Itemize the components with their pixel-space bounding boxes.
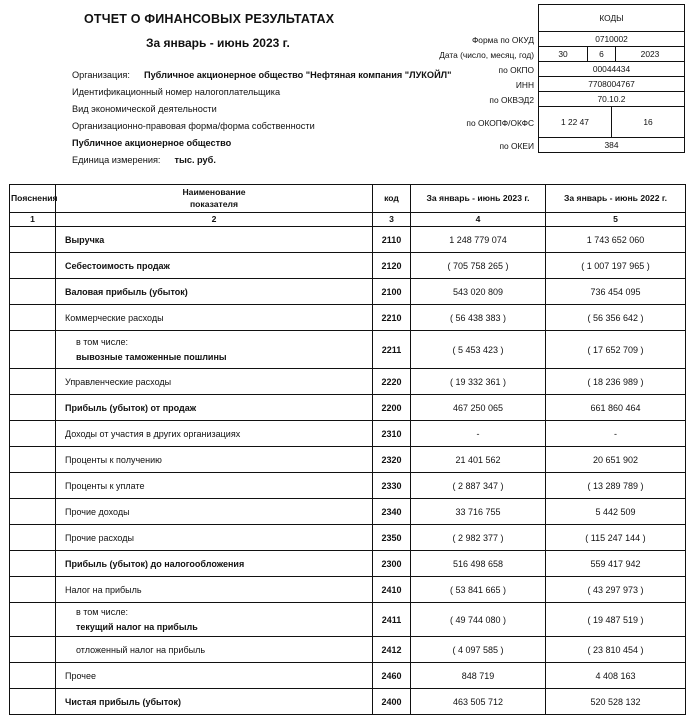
cell-code: 2330 — [373, 473, 411, 499]
table-row — [10, 447, 686, 473]
cell-indicator-name: Налог на прибыль — [56, 577, 373, 603]
cell-explanations — [10, 227, 56, 253]
cell-indicator-name: Управленческие расходы — [56, 369, 373, 395]
cell-code: 2410 — [373, 577, 411, 603]
cell-explanations — [10, 473, 56, 499]
codes-value-okpo: 00044434 — [592, 64, 631, 74]
cell-code: 2412 — [373, 637, 411, 663]
cell-value-previous: ( 19 487 519 ) — [546, 603, 686, 637]
cell-explanations — [10, 447, 56, 473]
cell-code: 2340 — [373, 499, 411, 525]
codes-value-inn: 7708004767 — [588, 79, 635, 89]
cell-explanations — [10, 395, 56, 421]
cell-value-previous: ( 13 289 789 ) — [546, 473, 686, 499]
table-row — [10, 637, 686, 663]
colnum-5: 5 — [546, 213, 686, 227]
cell-indicator-name: Проценты к получению — [56, 447, 373, 473]
financial-results-table — [9, 184, 686, 715]
table-row — [10, 473, 686, 499]
header-code: код — [373, 185, 411, 213]
table-row — [10, 663, 686, 689]
indicator-name-line1: в том числе: — [76, 606, 128, 617]
codes-row-date — [432, 47, 685, 62]
cell-value-current: 1 248 779 074 — [411, 227, 546, 253]
table-row — [10, 227, 686, 253]
cell-value-previous: 20 651 902 — [546, 447, 686, 473]
cell-value-previous: 4 408 163 — [546, 663, 686, 689]
codes-value-okfs: 16 — [611, 107, 684, 137]
table-body — [10, 227, 686, 715]
cell-value-current: ( 49 744 080 ) — [411, 603, 546, 637]
unit-of-measure-row — [72, 155, 472, 172]
cell-code: 2320 — [373, 447, 411, 473]
cell-value-current: ( 705 758 265 ) — [411, 253, 546, 279]
table-row — [10, 253, 686, 279]
codes-value-day: 30 — [558, 49, 568, 59]
cell-value-previous: ( 43 297 973 ) — [546, 577, 686, 603]
cell-code: 2210 — [373, 305, 411, 331]
header-indicator-name — [56, 185, 373, 213]
codes-value-okei: 384 — [604, 140, 619, 150]
table-row — [10, 525, 686, 551]
cell-explanations — [10, 279, 56, 305]
cell-value-previous: 520 528 132 — [546, 689, 686, 715]
cell-explanations — [10, 689, 56, 715]
report-period: За январь - июнь 2023 г. — [146, 36, 290, 50]
organization-row — [72, 70, 472, 87]
indicator-name-line1: в том числе: — [76, 336, 128, 347]
cell-value-previous: ( 56 356 642 ) — [546, 305, 686, 331]
codes-value-year: 2023 — [615, 47, 684, 61]
legal-form-label: Организационно-правовая форма/форма собственности — [72, 121, 315, 131]
cell-indicator-name: Выручка — [56, 227, 373, 253]
table-row — [10, 305, 686, 331]
cell-value-previous: ( 18 236 989 ) — [546, 369, 686, 395]
cell-value-current: ( 53 841 665 ) — [411, 577, 546, 603]
cell-explanations — [10, 663, 56, 689]
codes-label-okpo: по ОКПО — [498, 64, 534, 75]
codes-label-okved: по ОКВЭД2 — [489, 94, 534, 105]
cell-indicator-name: Прочие доходы — [56, 499, 373, 525]
cell-explanations — [10, 331, 56, 369]
unit-label: Единица измерения: — [72, 155, 161, 165]
cell-indicator-name — [56, 603, 373, 637]
table-row — [10, 603, 686, 637]
codes-title-row — [432, 4, 685, 32]
cell-code: 2310 — [373, 421, 411, 447]
codes-cells-inn — [538, 77, 685, 92]
table-row — [10, 689, 686, 715]
table-header — [10, 185, 686, 227]
document-header — [0, 0, 693, 180]
colnum-4: 4 — [411, 213, 546, 227]
cell-code: 2400 — [373, 689, 411, 715]
cell-indicator-name: Себестоимость продаж — [56, 253, 373, 279]
cell-code: 2120 — [373, 253, 411, 279]
codes-row-okei — [432, 138, 685, 153]
header-indicator-line1: Наименование — [182, 187, 246, 197]
cell-value-current: ( 2 887 347 ) — [411, 473, 546, 499]
codes-value-month: 6 — [587, 47, 615, 61]
cell-explanations — [10, 421, 56, 447]
codes-row-okopf — [432, 107, 685, 138]
codes-box — [432, 4, 685, 153]
taxpayer-id-row — [72, 87, 472, 104]
organization-label: Организация: — [72, 70, 130, 80]
codes-title-cells — [538, 4, 685, 32]
cell-code: 2460 — [373, 663, 411, 689]
cell-code: 2200 — [373, 395, 411, 421]
cell-explanations — [10, 369, 56, 395]
cell-value-current: 463 505 712 — [411, 689, 546, 715]
cell-value-current: 467 250 065 — [411, 395, 546, 421]
cell-value-current: ( 2 982 377 ) — [411, 525, 546, 551]
codes-value-okud: 0710002 — [595, 34, 628, 44]
cell-code: 2211 — [373, 331, 411, 369]
cell-value-current: ( 56 438 383 ) — [411, 305, 546, 331]
table-row — [10, 369, 686, 395]
indicator-name-line2: текущий налог на прибыль — [76, 621, 198, 632]
codes-row-okpo — [432, 62, 685, 77]
cell-code: 2300 — [373, 551, 411, 577]
cell-value-previous: 736 454 095 — [546, 279, 686, 305]
cell-indicator-name: Прочее — [56, 663, 373, 689]
header-explanations: Пояснения — [10, 185, 56, 213]
cell-explanations — [10, 305, 56, 331]
economic-activity-row — [72, 104, 472, 121]
cell-code: 2350 — [373, 525, 411, 551]
legal-form-value: Публичное акционерное общество — [72, 138, 232, 148]
codes-row-okud — [432, 32, 685, 47]
codes-label-date: Дата (число, месяц, год) — [439, 49, 534, 60]
cell-indicator-name: Коммерческие расходы — [56, 305, 373, 331]
cell-value-current: ( 5 453 423 ) — [411, 331, 546, 369]
cell-value-previous: 1 743 652 060 — [546, 227, 686, 253]
indicator-name-line2: вывозные таможенные пошлины — [76, 351, 227, 362]
page-title: ОТЧЕТ О ФИНАНСОВЫХ РЕЗУЛЬТАТАХ — [84, 12, 335, 26]
codes-cells-okved — [538, 92, 685, 107]
cell-value-previous: - — [546, 421, 686, 447]
cell-value-previous: ( 17 652 709 ) — [546, 331, 686, 369]
codes-cells-okei — [538, 138, 685, 153]
cell-value-current: ( 4 097 585 ) — [411, 637, 546, 663]
table-row — [10, 499, 686, 525]
cell-explanations — [10, 253, 56, 279]
table-row — [10, 395, 686, 421]
cell-explanations — [10, 525, 56, 551]
codes-label-okud: Форма по ОКУД — [471, 34, 534, 45]
cell-value-current: ( 19 332 361 ) — [411, 369, 546, 395]
organization-info-block — [72, 70, 472, 172]
codes-title-value: КОДЫ — [599, 13, 624, 23]
cell-value-current: 516 498 658 — [411, 551, 546, 577]
colnum-3: 3 — [373, 213, 411, 227]
economic-activity-label: Вид экономической деятельности — [72, 104, 217, 114]
cell-explanations — [10, 499, 56, 525]
codes-row-inn — [432, 77, 685, 92]
cell-indicator-name: Валовая прибыль (убыток) — [56, 279, 373, 305]
table-row — [10, 551, 686, 577]
cell-code: 2100 — [373, 279, 411, 305]
cell-value-current: 848 719 — [411, 663, 546, 689]
cell-indicator-name: отложенный налог на прибыль — [56, 637, 373, 663]
header-current-period: За январь - июнь 2023 г. — [411, 185, 546, 213]
cell-value-current: - — [411, 421, 546, 447]
codes-cells-date — [538, 47, 685, 62]
cell-explanations — [10, 637, 56, 663]
legal-form-row — [72, 121, 472, 138]
cell-value-previous: ( 115 247 144 ) — [546, 525, 686, 551]
header-previous-period: За январь - июнь 2022 г. — [546, 185, 686, 213]
codes-label-inn: ИНН — [515, 79, 534, 90]
cell-value-previous: 661 860 464 — [546, 395, 686, 421]
organization-value: Публичное акционерное общество "Нефтяная компания "ЛУКОЙЛ" — [143, 70, 452, 80]
codes-cells-okpo — [538, 62, 685, 77]
cell-explanations — [10, 551, 56, 577]
header-indicator-line2: показателя — [189, 198, 239, 209]
cell-value-current: 543 020 809 — [411, 279, 546, 305]
table-row — [10, 279, 686, 305]
table-row — [10, 421, 686, 447]
cell-value-previous: ( 23 810 454 ) — [546, 637, 686, 663]
codes-value-okved: 70.10.2 — [597, 94, 626, 104]
cell-explanations — [10, 603, 56, 637]
codes-row-okved — [432, 92, 685, 107]
cell-indicator-name: Прибыль (убыток) от продаж — [56, 395, 373, 421]
cell-indicator-name: Прочие расходы — [56, 525, 373, 551]
cell-code: 2411 — [373, 603, 411, 637]
table-row — [10, 577, 686, 603]
cell-code: 2110 — [373, 227, 411, 253]
legal-form-value-row — [72, 138, 472, 155]
cell-explanations — [10, 577, 56, 603]
cell-indicator-name: Чистая прибыль (убыток) — [56, 689, 373, 715]
cell-value-previous: 5 442 509 — [546, 499, 686, 525]
cell-indicator-name: Доходы от участия в других организациях — [56, 421, 373, 447]
codes-value-okopf: 1 22 47 — [561, 117, 589, 127]
colnum-1: 1 — [10, 213, 56, 227]
codes-cells-okopf — [538, 107, 685, 138]
colnum-2: 2 — [56, 213, 373, 227]
cell-indicator-name — [56, 331, 373, 369]
codes-label-okopf: по ОКОПФ/ОКФС — [466, 117, 534, 128]
codes-cells-okud — [538, 32, 685, 47]
codes-label-okei: по ОКЕИ — [499, 140, 534, 151]
codes-title-spacer — [432, 4, 538, 32]
unit-value: тыс. руб. — [174, 155, 216, 165]
cell-indicator-name: Проценты к уплате — [56, 473, 373, 499]
cell-indicator-name: Прибыль (убыток) до налогообложения — [56, 551, 373, 577]
table-column-number-row — [10, 213, 686, 227]
cell-value-previous: 559 417 942 — [546, 551, 686, 577]
taxpayer-id-label: Идентификационный номер налогоплательщика — [72, 87, 281, 97]
table-row — [10, 331, 686, 369]
cell-code: 2220 — [373, 369, 411, 395]
cell-value-previous: ( 1 007 197 965 ) — [546, 253, 686, 279]
cell-value-current: 21 401 562 — [411, 447, 546, 473]
table-header-row — [10, 185, 686, 213]
cell-value-current: 33 716 755 — [411, 499, 546, 525]
